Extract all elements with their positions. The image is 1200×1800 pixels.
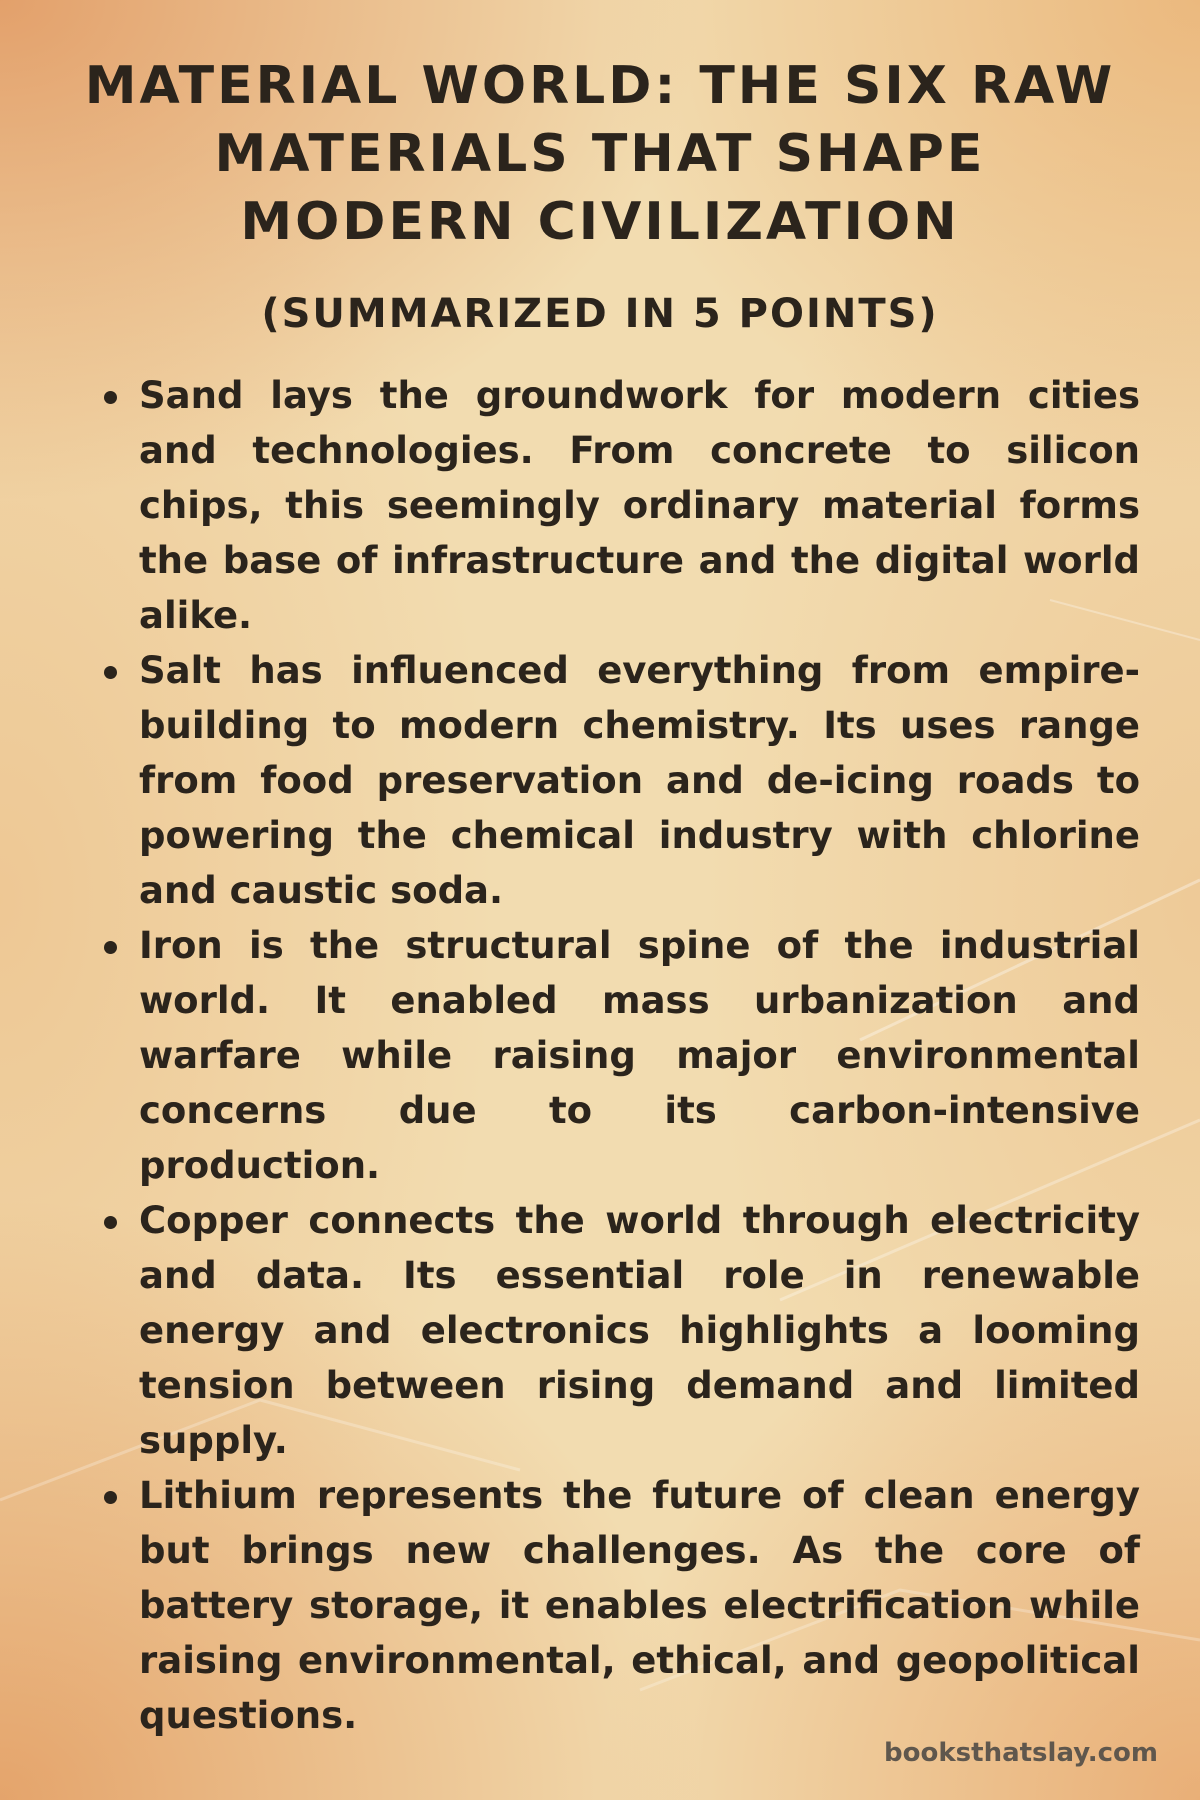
bullet-icon <box>104 391 117 404</box>
bullet-icon <box>104 941 117 954</box>
point-text: Iron is the structural spine of the industrial world. It enabled mass urbanization and warfare while raising major environmental concerns due to its carbon-intensive production. <box>139 924 1140 1187</box>
point-text: Salt has influenced everything from empire-building to modern chemistry. Its uses range from food preservation and de-icing roads to powering the chemical industry with chlorine and caustic soda. <box>139 649 1140 912</box>
summary-point-salt <box>100 643 1140 918</box>
point-text: Sand lays the groundwork for modern cities and technologies. From concrete to silicon chips, this seemingly ordinary material forms the base of infrastructure and the digital world alike. <box>139 374 1140 637</box>
summary-point-copper <box>100 1193 1140 1468</box>
page-title: MATERIAL WORLD: THE SIX RAW MATERIALS THAT SHAPE MODERN CIVILIZATION <box>84 56 1116 252</box>
summary-point-lithium <box>100 1468 1140 1743</box>
bullet-icon <box>104 1491 117 1504</box>
bullet-icon <box>104 666 117 679</box>
page-subtitle: (SUMMARIZED IN 5 POINTS) <box>261 291 939 337</box>
point-text: Copper connects the world through electricity and data. Its essential role in renewable energy and electronics highlights a looming tension between rising demand and limited supply. <box>139 1199 1140 1462</box>
bullet-icon <box>104 1216 117 1229</box>
summary-point-sand <box>100 368 1140 643</box>
summary-points-list <box>100 368 1140 1743</box>
site-watermark: booksthatslay.com <box>884 1738 1158 1768</box>
summary-point-iron <box>100 918 1140 1193</box>
point-text: Lithium represents the future of clean energy but brings new challenges. As the core of battery storage, it enables electrification while raising environmental, ethical, and geopolitical questions. <box>139 1474 1140 1737</box>
